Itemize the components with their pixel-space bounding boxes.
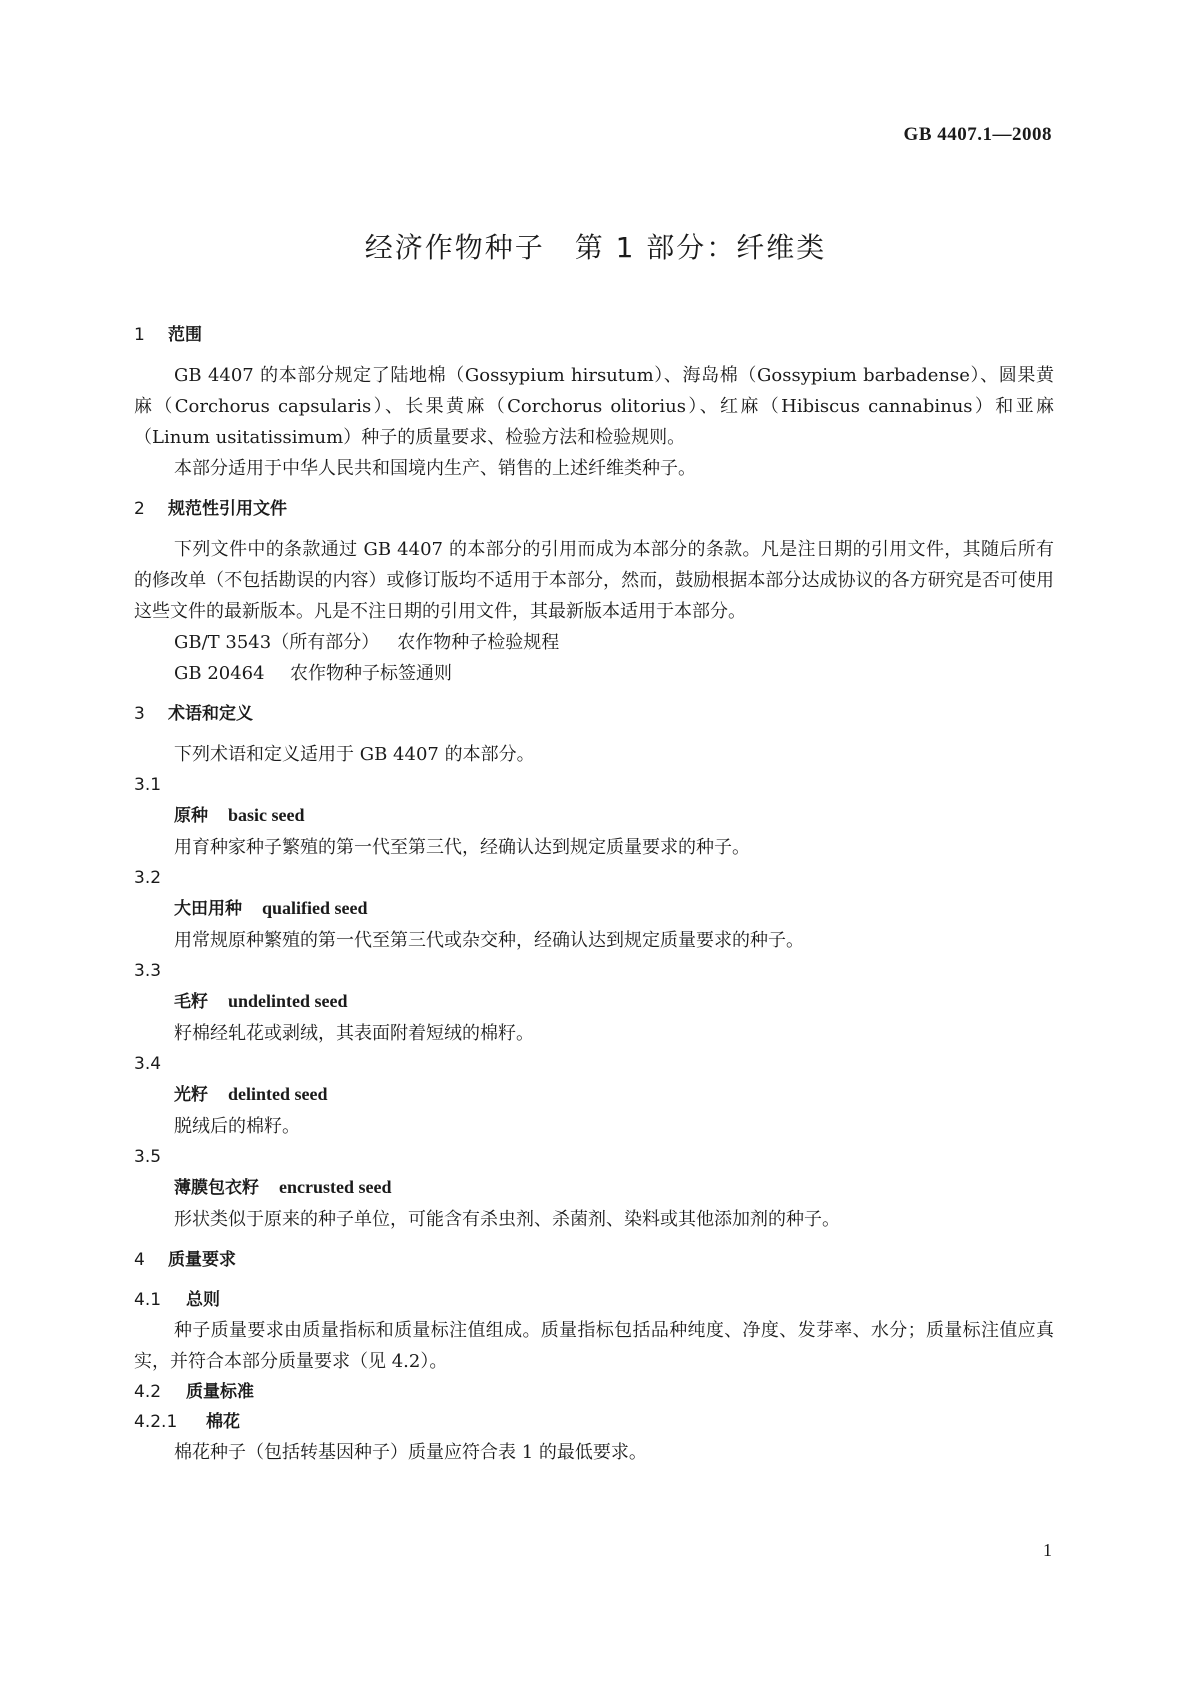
section-title: 质量要求 <box>168 1250 236 1270</box>
term-zh: 光籽 <box>174 1085 208 1105</box>
section-title: 范围 <box>168 325 202 345</box>
subsection-4-1-heading <box>134 1285 1054 1315</box>
section-title: 棉花 <box>206 1412 240 1432</box>
term-number: 3.4 <box>134 1054 162 1074</box>
term-definition: 籽棉经轧花或剥绒，其表面附着短绒的棉籽。 <box>174 1023 534 1044</box>
section-number: 3 <box>134 704 145 724</box>
page-number: 1 <box>1043 1540 1052 1560</box>
term-en: basic seed <box>228 805 305 825</box>
term-number: 3.1 <box>134 775 162 795</box>
standard-code: GB 4407.1—2008 <box>903 124 1052 145</box>
section-1-heading <box>134 320 1054 350</box>
paragraph: 棉花种子（包括转基因种子）质量应符合表 1 的最低要求。 <box>174 1442 647 1463</box>
term-zh: 大田用种 <box>174 899 242 919</box>
reference-title: 农作物种子标签通则 <box>290 663 452 684</box>
reference-code: GB 20464 <box>174 663 265 684</box>
term-definition: 脱绒后的棉籽。 <box>174 1116 300 1137</box>
section-number: 2 <box>134 499 145 519</box>
section-4-heading <box>134 1245 1054 1275</box>
paragraph: 种子质量要求由质量指标和质量标注值组成。质量指标包括品种纯度、净度、发芽率、水分；质量标注值应真实，并符合本部分质量要求（见 4.2）。 <box>134 1320 1054 1372</box>
reference-entry <box>134 658 1054 689</box>
term-heading <box>134 986 1054 1018</box>
term-en: delinted seed <box>228 1084 328 1104</box>
paragraph: GB 4407 的本部分规定了陆地棉（Gossypium hirsutum）、海岛棉（Gossypium barbadense）、圆果黄麻（Corchorus capsularis）、长果黄麻（Corchorus olitorius）、红麻（Hibiscus cannabinus）和亚麻（Linum usitatissimum）种子的质量要求、检验方法和检验规则。 <box>134 365 1054 448</box>
section-2-heading <box>134 494 1054 524</box>
paragraph: 下列术语和定义适用于 GB 4407 的本部分。 <box>174 744 535 765</box>
subsection-4-2-1-heading <box>134 1407 1054 1437</box>
term-en: qualified seed <box>262 898 368 918</box>
paragraph: 下列文件中的条款通过 GB 4407 的本部分的引用而成为本部分的条款。凡是注日期的引用文件，其随后所有的修改单（不包括勘误的内容）或修订版均不适用于本部分，然而，鼓励根据本部分达成协议的各方研究是否可使用这些文件的最新版本。凡是不注日期的引用文件，其最新版本适用于本部分。 <box>134 539 1054 622</box>
section-3-heading <box>134 699 1054 729</box>
term-zh: 原种 <box>174 806 208 826</box>
term-definition: 用育种家种子繁殖的第一代至第三代，经确认达到规定质量要求的种子。 <box>174 837 750 858</box>
reference-code: GB/T 3543（所有部分） <box>174 632 380 653</box>
term-number: 3.3 <box>134 961 162 981</box>
term-en: undelinted seed <box>228 991 348 1011</box>
section-number: 4 <box>134 1250 145 1270</box>
document-body <box>134 320 1054 1468</box>
term-zh: 毛籽 <box>174 992 208 1012</box>
section-title: 总则 <box>186 1290 220 1310</box>
term-definition: 用常规原种繁殖的第一代至第三代或杂交种，经确认达到规定质量要求的种子。 <box>174 930 804 951</box>
section-number: 1 <box>134 325 145 345</box>
reference-entry <box>134 627 1054 658</box>
section-number: 4.2 <box>134 1382 162 1402</box>
document-title: 经济作物种子 第 1 部分：纤维类 <box>364 231 827 264</box>
reference-title: 农作物种子检验规程 <box>397 632 560 653</box>
term-en: encrusted seed <box>279 1177 392 1197</box>
term-number: 3.5 <box>134 1147 162 1167</box>
section-title: 规范性引用文件 <box>168 499 287 519</box>
term-definition: 形状类似于原来的种子单位，可能含有杀虫剂、杀菌剂、染料或其他添加剂的种子。 <box>174 1209 840 1230</box>
term-heading <box>134 1079 1054 1111</box>
term-heading <box>134 893 1054 925</box>
term-heading <box>134 800 1054 832</box>
term-number: 3.2 <box>134 868 162 888</box>
subsection-4-2-heading <box>134 1377 1054 1407</box>
section-title: 质量标准 <box>186 1382 254 1402</box>
section-number: 4.2.1 <box>134 1412 178 1432</box>
paragraph: 本部分适用于中华人民共和国境内生产、销售的上述纤维类种子。 <box>174 458 696 479</box>
section-title: 术语和定义 <box>168 704 253 724</box>
term-heading <box>134 1172 1054 1204</box>
section-number: 4.1 <box>134 1290 162 1310</box>
term-zh: 薄膜包衣籽 <box>174 1178 259 1198</box>
